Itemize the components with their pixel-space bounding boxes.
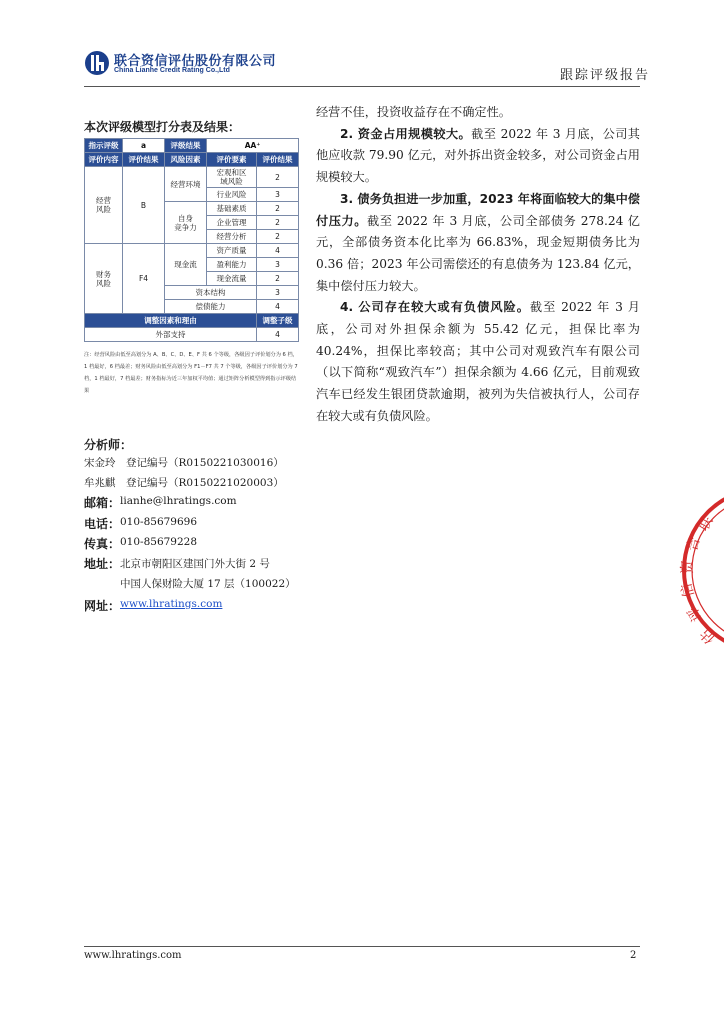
table-cell: AA⁺ <box>207 139 299 153</box>
table-row <box>85 139 299 153</box>
scorecard-title: 本次评级模型打分表及结果： <box>84 120 241 134</box>
table-row <box>85 167 299 188</box>
report-type-title: 跟踪评级报告 <box>560 68 651 83</box>
address-line-1: 北京市朝阳区建国门外大街 2 号 <box>120 558 270 570</box>
table-cell: 2 <box>257 230 299 244</box>
table-cell: 2 <box>257 272 299 286</box>
paragraph <box>316 297 640 427</box>
footer-website: www.lhratings.com <box>84 950 182 961</box>
paragraph-body: 截至 2022 年 3 月底，公司对外担保余额为 55.42 亿元，担保比率为 40.24%，担保比率较高；其中公司对观致汽车有限公司（以下简称“观致汽车”）担保余额为 4.66 亿元，目前观致汽车已经发生银团贷款逾期，被列为失信被执行人，公司存在较大或有负债风险。 <box>316 300 640 423</box>
table-cell: 自身 竞争力 <box>165 202 207 244</box>
email-value: lianhe@lhratings.com <box>120 495 237 507</box>
table-cell: 经营分析 <box>207 230 257 244</box>
paragraph-body: 截至 2022 年 3 月底，公司其他应收款 79.90 亿元，对外拆出资金较多，对公司资金占用规模较大。 <box>316 126 640 185</box>
page-number: 2 <box>630 950 637 961</box>
table-cell: 3 <box>257 286 299 300</box>
svg-text:信: 信 <box>678 581 698 600</box>
website-link[interactable]: www.lhratings.com <box>120 598 223 610</box>
company-name-en: China Lianhe Credit Rating Co.,Ltd <box>114 67 230 74</box>
svg-text:联: 联 <box>695 513 717 534</box>
table-cell: 现金流 <box>165 244 207 286</box>
paragraph-body: 截至 2022 年 3 月底，公司全部债务 278.24 亿元，全部债务资本化比率为 66.83%，现金短期债务比为 0.36 倍；2023 年公司需偿还的有息债务为 123.84 亿元，集中偿付压力较大。 <box>316 213 640 293</box>
table-cell: 2 <box>257 216 299 230</box>
table-cell: 偿债能力 <box>165 300 257 314</box>
paragraph-heading: 3. 债务负担进一步加重，2023 年将面临较大的集中偿付压力。 <box>316 191 640 228</box>
table-header-cell: 风险因素 <box>165 153 207 167</box>
table-header-cell: 调整因素和理由 <box>85 314 257 328</box>
company-name-cn: 联合资信评估股份有限公司 <box>114 54 277 69</box>
table-cell: 宏观和区 域风险 <box>207 167 257 188</box>
svg-text:估: 估 <box>697 625 719 647</box>
table-cell: 现金流量 <box>207 272 257 286</box>
table-cell: 指示评级 <box>85 139 123 153</box>
table-note: 注：经营风险由低至高划分为 A、B、C、D、E、F 共 6 个等级，各级因子评价划分为 6 档，1 档最好，6 档最差；财务风险由低至高划分为 F1－F7 共 7 个等级，各级因子评价划分为 7 档，1 档最好，7 档最差；财务指标为近三年加权平均值；通过矩阵分析模型得到指示评级结果 <box>84 352 298 394</box>
table-cell: 行业风险 <box>207 188 257 202</box>
table-cell: 4 <box>257 328 299 342</box>
company-seal-stamp <box>676 420 724 720</box>
analyst-entry: 宋金玲 登记编号（R0150221030016） <box>84 457 284 469</box>
table-cell: 外部支持 <box>85 328 257 342</box>
table-cell: 4 <box>257 244 299 258</box>
table-cell: 基础素质 <box>207 202 257 216</box>
company-logo-icon <box>84 50 110 76</box>
table-cell: 评级结果 <box>165 139 207 153</box>
table-cell: a <box>123 139 165 153</box>
rating-scorecard-table <box>84 138 299 342</box>
phone-label: 电话： <box>84 517 121 531</box>
svg-text:合: 合 <box>684 535 704 554</box>
table-header-cell: 评价结果 <box>257 153 299 167</box>
table-row <box>85 153 299 167</box>
table-cell: F4 <box>123 244 165 314</box>
table-cell: 经营环境 <box>165 167 207 202</box>
table-header-cell: 评价结果 <box>123 153 165 167</box>
table-cell: 3 <box>257 258 299 272</box>
table-cell: 2 <box>257 167 299 188</box>
email-label: 邮箱： <box>84 496 121 510</box>
table-row <box>85 314 299 328</box>
address-line-2: 中国人保财险大厦 17 层（100022） <box>120 578 296 590</box>
table-cell: 2 <box>257 202 299 216</box>
paragraph: 经营不佳，投资收益存在不确定性。 <box>316 105 511 119</box>
table-cell: 经营 风险 <box>85 167 123 244</box>
table-header-cell: 调整子级 <box>257 314 299 328</box>
header-divider <box>84 86 640 87</box>
table-cell: 资本结构 <box>165 286 257 300</box>
table-cell: 企业管理 <box>207 216 257 230</box>
analyst-entry: 牟兆麒 登记编号（R0150221020003） <box>84 477 284 489</box>
paragraph <box>316 189 640 298</box>
table-cell: 财务 风险 <box>85 244 123 314</box>
table-cell: 资产质量 <box>207 244 257 258</box>
phone-value: 010-85679696 <box>120 516 198 528</box>
svg-text:资: 资 <box>680 560 696 574</box>
risk-analysis-text <box>316 102 640 428</box>
fax-label: 传真： <box>84 537 121 551</box>
address-label: 地址： <box>84 557 121 571</box>
website-label: 网址： <box>84 599 121 613</box>
table-header-cell: 评价内容 <box>85 153 123 167</box>
table-header-cell: 评价要素 <box>207 153 257 167</box>
table-cell: 盈利能力 <box>207 258 257 272</box>
paragraph-heading: 4. 公司存在较大或有负债风险。 <box>340 300 530 315</box>
analysts-title: 分析师： <box>84 438 133 452</box>
svg-text:评: 评 <box>684 603 706 624</box>
table-cell: B <box>123 167 165 244</box>
paragraph <box>316 124 640 189</box>
table-row <box>85 328 299 342</box>
table-row <box>85 244 299 258</box>
table-cell: 4 <box>257 300 299 314</box>
table-cell: 3 <box>257 188 299 202</box>
footer-divider <box>84 946 640 947</box>
paragraph-heading: 2. 资金占用规模较大。 <box>340 126 472 141</box>
fax-value: 010-85679228 <box>120 536 198 548</box>
